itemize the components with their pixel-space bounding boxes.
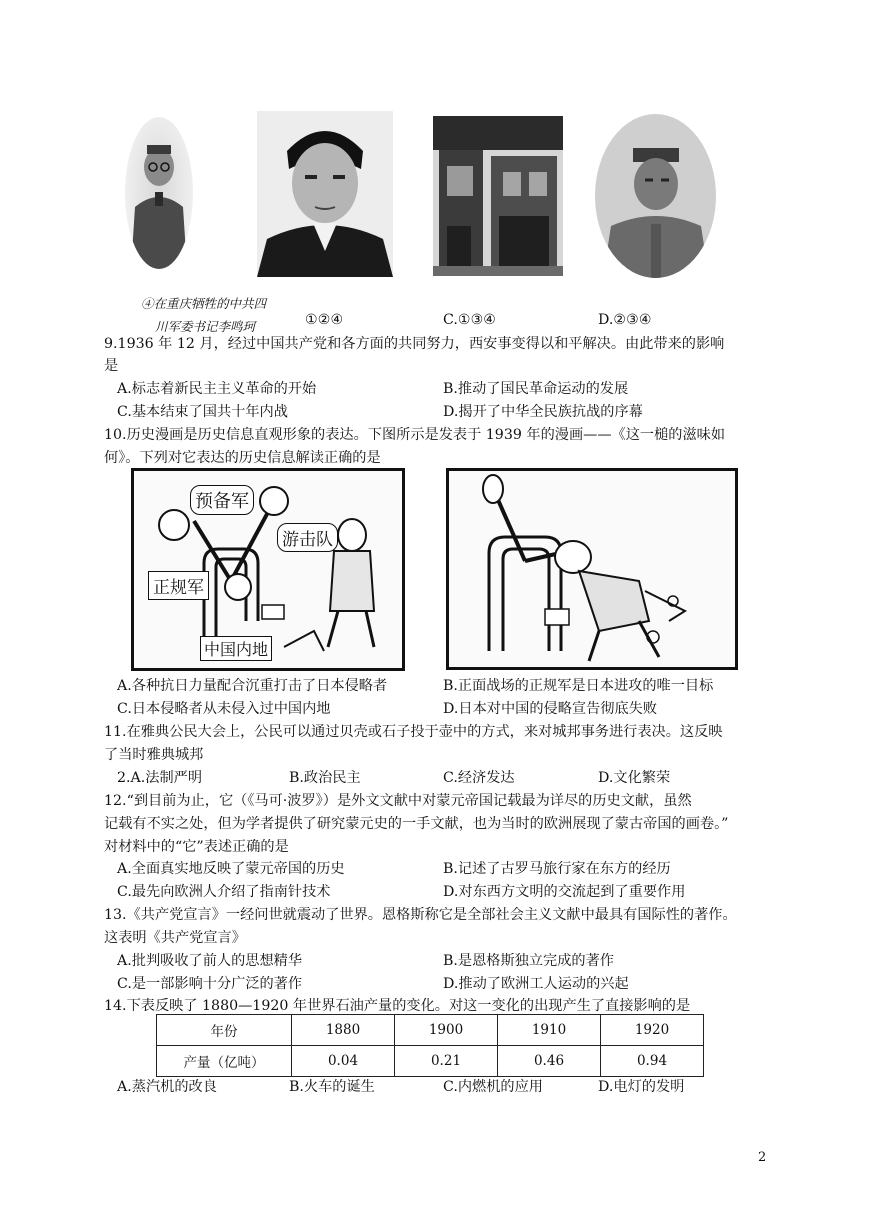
q9-option-c: C.基本结束了国共十年内战 — [117, 404, 288, 420]
q13-option-d: D.推动了欧洲工人运动的兴起 — [443, 976, 629, 992]
q13-option-c: C.是一部影响十分广泛的著作 — [117, 976, 303, 992]
q13-stem-cont: 这表明《共产党宣言》 — [104, 930, 246, 946]
portrait-photo-4 — [595, 114, 716, 278]
table-cell-year: 1920 — [601, 1015, 704, 1046]
cartoon-label-regular: 正规军 — [148, 571, 209, 600]
q11-option-d: D.文化繁荣 — [598, 770, 671, 786]
table-header-output: 产量（亿吨） — [157, 1046, 292, 1077]
q14-option-c: C.内燃机的应用 — [443, 1079, 543, 1095]
q14-option-b: B.火车的诞生 — [289, 1079, 375, 1095]
q10-option-b: B.正面战场的正规军是日本进攻的唯一目标 — [443, 678, 714, 694]
q14-stem: 14.下表反映了 1880—1920 年世界石油产量的变化。对这一变化的出现产生了直接影响的是 — [104, 998, 691, 1014]
q10-stem: 10.历史漫画是历史信息直观形象的表达。下图所示是发表于 1939 年的漫画——《这一槌的滋味如 — [104, 427, 726, 443]
q8-option-b: ①②④ — [305, 312, 344, 328]
q11-stem-cont: 了当时雅典城邦 — [104, 747, 204, 763]
q12-stem: 12.“到目前为止，它（《马可·波罗》）是外文文献中对蒙元帝国记载最为详尽的历史文献，虽然 — [104, 793, 692, 809]
q14-option-d: D.电灯的发明 — [598, 1079, 685, 1095]
q9-option-b: B.推动了国民革命运动的发展 — [443, 381, 629, 397]
q12-option-d: D.对东西方文明的交流起到了重要作用 — [443, 884, 686, 900]
portrait-photo-1 — [125, 117, 193, 269]
q11-option-c: C.经济发达 — [443, 770, 515, 786]
photo-caption-line-1: ④在重庆牺牲的中共四 — [141, 296, 267, 311]
q12-option-a: A.全面真实地反映了蒙元帝国的历史 — [117, 861, 345, 877]
table-cell-output: 0.04 — [292, 1046, 395, 1077]
page-number: 2 — [758, 1150, 767, 1165]
table-cell-year: 1900 — [395, 1015, 498, 1046]
q13-option-a: A.批判吸收了前人的思想精华 — [117, 953, 303, 969]
table-header-year: 年份 — [157, 1015, 292, 1046]
q9-option-d: D.揭开了中华全民族抗战的序幕 — [443, 404, 643, 420]
q13-stem: 13.《共产党宣言》一经问世就震动了世界。恩格斯称它是全部社会主义文献中最具有国际性的著作。 — [104, 907, 737, 923]
q14-option-a: A.蒸汽机的改良 — [117, 1079, 217, 1095]
q12-option-c: C.最先向欧洲人介绍了指南针技术 — [117, 884, 331, 900]
table-cell-year: 1910 — [498, 1015, 601, 1046]
q11-option-a: 2.A.法制严明 — [117, 770, 203, 786]
q10-option-a: A.各种抗日力量配合沉重打击了日本侵略者 — [117, 678, 388, 694]
cartoon-panel-right — [446, 468, 738, 670]
q11-stem: 11.在雅典公民大会上，公民可以通过贝壳或石子投于壶中的方式，来对城邦事务进行表决。这反映 — [104, 724, 723, 740]
table-cell-output: 0.94 — [601, 1046, 704, 1077]
q10-stem-cont: 何》。下列对它表达的历史信息解读正确的是 — [104, 450, 381, 466]
q12-stem-cont: 记载有不实之处，但为学者提供了研究蒙元史的一手文献，也为当时的欧洲展现了蒙古帝国的画卷。” — [104, 816, 729, 832]
table-row-output — [157, 1046, 704, 1077]
q8-option-d: D.②③④ — [598, 312, 652, 328]
oil-output-table — [156, 1014, 704, 1077]
q9-stem: 9.1936 年 12 月，经过中国共产党和各方面的共同努力，西安事变得以和平解决。由此带来的影响 — [104, 336, 725, 352]
q11-option-b: B.政治民主 — [289, 770, 361, 786]
q8-option-c: C.①③④ — [443, 312, 497, 328]
table-cell-output: 0.21 — [395, 1046, 498, 1077]
q9-option-a: A.标志着新民主主义革命的开始 — [117, 381, 317, 397]
portrait-photo-2 — [257, 111, 393, 277]
cartoon-label-reserve: 预备军 — [190, 485, 254, 515]
table-cell-output: 0.46 — [498, 1046, 601, 1077]
table-cell-year: 1880 — [292, 1015, 395, 1046]
q10-option-d: D.日本对中国的侵略宣告彻底失败 — [443, 701, 658, 717]
q13-option-b: B.是恩格斯独立完成的著作 — [443, 953, 614, 969]
cartoon-label-inland: 中国内地 — [200, 636, 272, 661]
q12-stem-cont-2: 对材料中的“它”表述正确的是 — [104, 839, 289, 855]
q10-option-c: C.日本侵略者从未侵入过中国内地 — [117, 701, 331, 717]
q12-option-b: B.记述了古罗马旅行家在东方的经历 — [443, 861, 671, 877]
q9-stem-cont: 是 — [104, 358, 119, 374]
cartoon-label-guerrilla: 游击队 — [277, 523, 338, 552]
cartoon-panel-left — [131, 468, 405, 671]
photo-caption-line-2: 川军委书记李鸣珂 — [155, 319, 256, 334]
building-photo-3 — [433, 116, 563, 276]
table-row-year — [157, 1015, 704, 1046]
